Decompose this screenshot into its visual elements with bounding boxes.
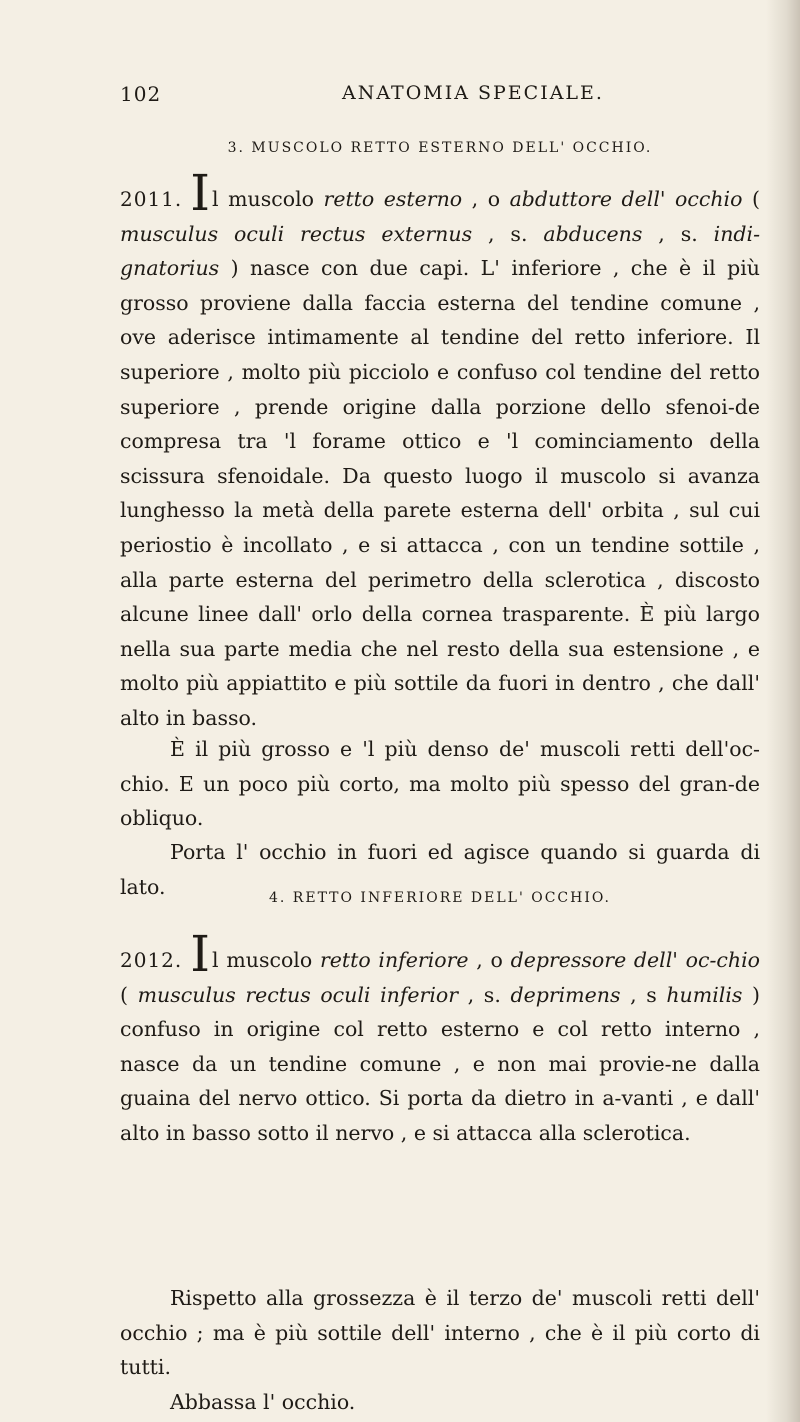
text-run: , o (462, 187, 510, 211)
latin-term: deprimens (510, 982, 621, 1007)
running-header (120, 82, 760, 112)
latin-term: abducens (543, 221, 643, 246)
latin-term: musculus rectus oculi inferior (137, 982, 459, 1007)
text-run: , o (468, 948, 511, 972)
latin-term: humilis (666, 982, 743, 1007)
running-title: ANATOMIA SPECIALE. (342, 82, 604, 104)
italic-term: retto esterno (323, 187, 463, 211)
italic-term: abduttore dell' occhio (509, 187, 743, 211)
text-run: l muscolo (212, 948, 320, 972)
text-run: , s. (642, 221, 714, 246)
text-run: ( (742, 187, 760, 211)
section-3-paragraph-2: È il più grosso e 'l più denso de' muscoli retti dell'oc-chio. E un poco più corto, ma molto più spesso del gran-de obliquo. (120, 737, 760, 831)
text-run: ) nasce con due capi. L' inferiore , che è il più grosso proviene dalla faccia esterna del tendine comune , ove aderisce intimamente al tendine del retto inferiore. Il superiore , molto più picciolo e confuso col tendine del retto superiore , prende origine dalla porzione dello sfenoi-de compresa tra 'l forame ottico e 'l cominciamento della scissura sfenoidale. Da questo luogo il muscolo si avanza lunghesso la metà della parete esterna dell' orbita , sul cui periostio è incollato , e si attacca , con un tendine sottile , alla parte esterna del perimetro della sclerotica , discosto alcune linee dall' orlo della cornea trasparente. È più largo nella sua parte media che nel resto della sua estensione , e molto più appiattito e più sottile da fuori in dentro , che dall' alto in basso. (120, 256, 760, 730)
drop-cap: I (190, 164, 211, 222)
section-3-paragraph-3: Porta l' occhio in fuori ed agisce quando si guarda di lato. (120, 840, 760, 899)
page-number: 102 (120, 82, 162, 106)
text-run: , s. (458, 982, 511, 1007)
text-run: , s. (472, 221, 544, 246)
text-run: l muscolo (212, 187, 324, 211)
section-4-paragraph-2: Rispetto alla grossezza è il terzo de' muscoli retti dell' occhio ; ma è più sottile dell' interno , che è il più corto di tutti. (120, 1286, 760, 1380)
section-3-title: 3. MUSCOLO RETTO ESTERNO DELL' OCCHIO. (227, 140, 653, 156)
section-4-paragraph-3: Abbassa l' occhio. (170, 1390, 356, 1414)
italic-term: depressore dell' oc-chio (510, 948, 760, 972)
drop-cap: I (190, 925, 211, 983)
latin-term: musculus oculi rectus externus (120, 221, 473, 246)
text-run: ) confuso in origine col retto esterno e col retto interno , nasce da un tendine comune , e non mai provie-ne dalla guaina del nervo ottico. Si porta da dietro in a-vanti , e dall' alto in basso sotto il nervo , e si attacca alla sclerotica. (120, 982, 761, 1145)
text-run: , s (620, 982, 667, 1007)
paragraph-number: 2011. (120, 187, 183, 211)
latin-term: indi-gnatorius (120, 221, 761, 281)
italic-term: retto inferiore (319, 948, 469, 972)
paragraph-number: 2012. (120, 948, 183, 972)
section-3-paragraph-1 (120, 164, 761, 736)
text-run: ( (120, 982, 138, 1007)
section-4-paragraph-1 (120, 925, 761, 1151)
section-4-title: 4. RETTO INFERIORE DELL' OCCHIO. (269, 890, 611, 906)
page-edge-shadow (766, 0, 800, 1422)
